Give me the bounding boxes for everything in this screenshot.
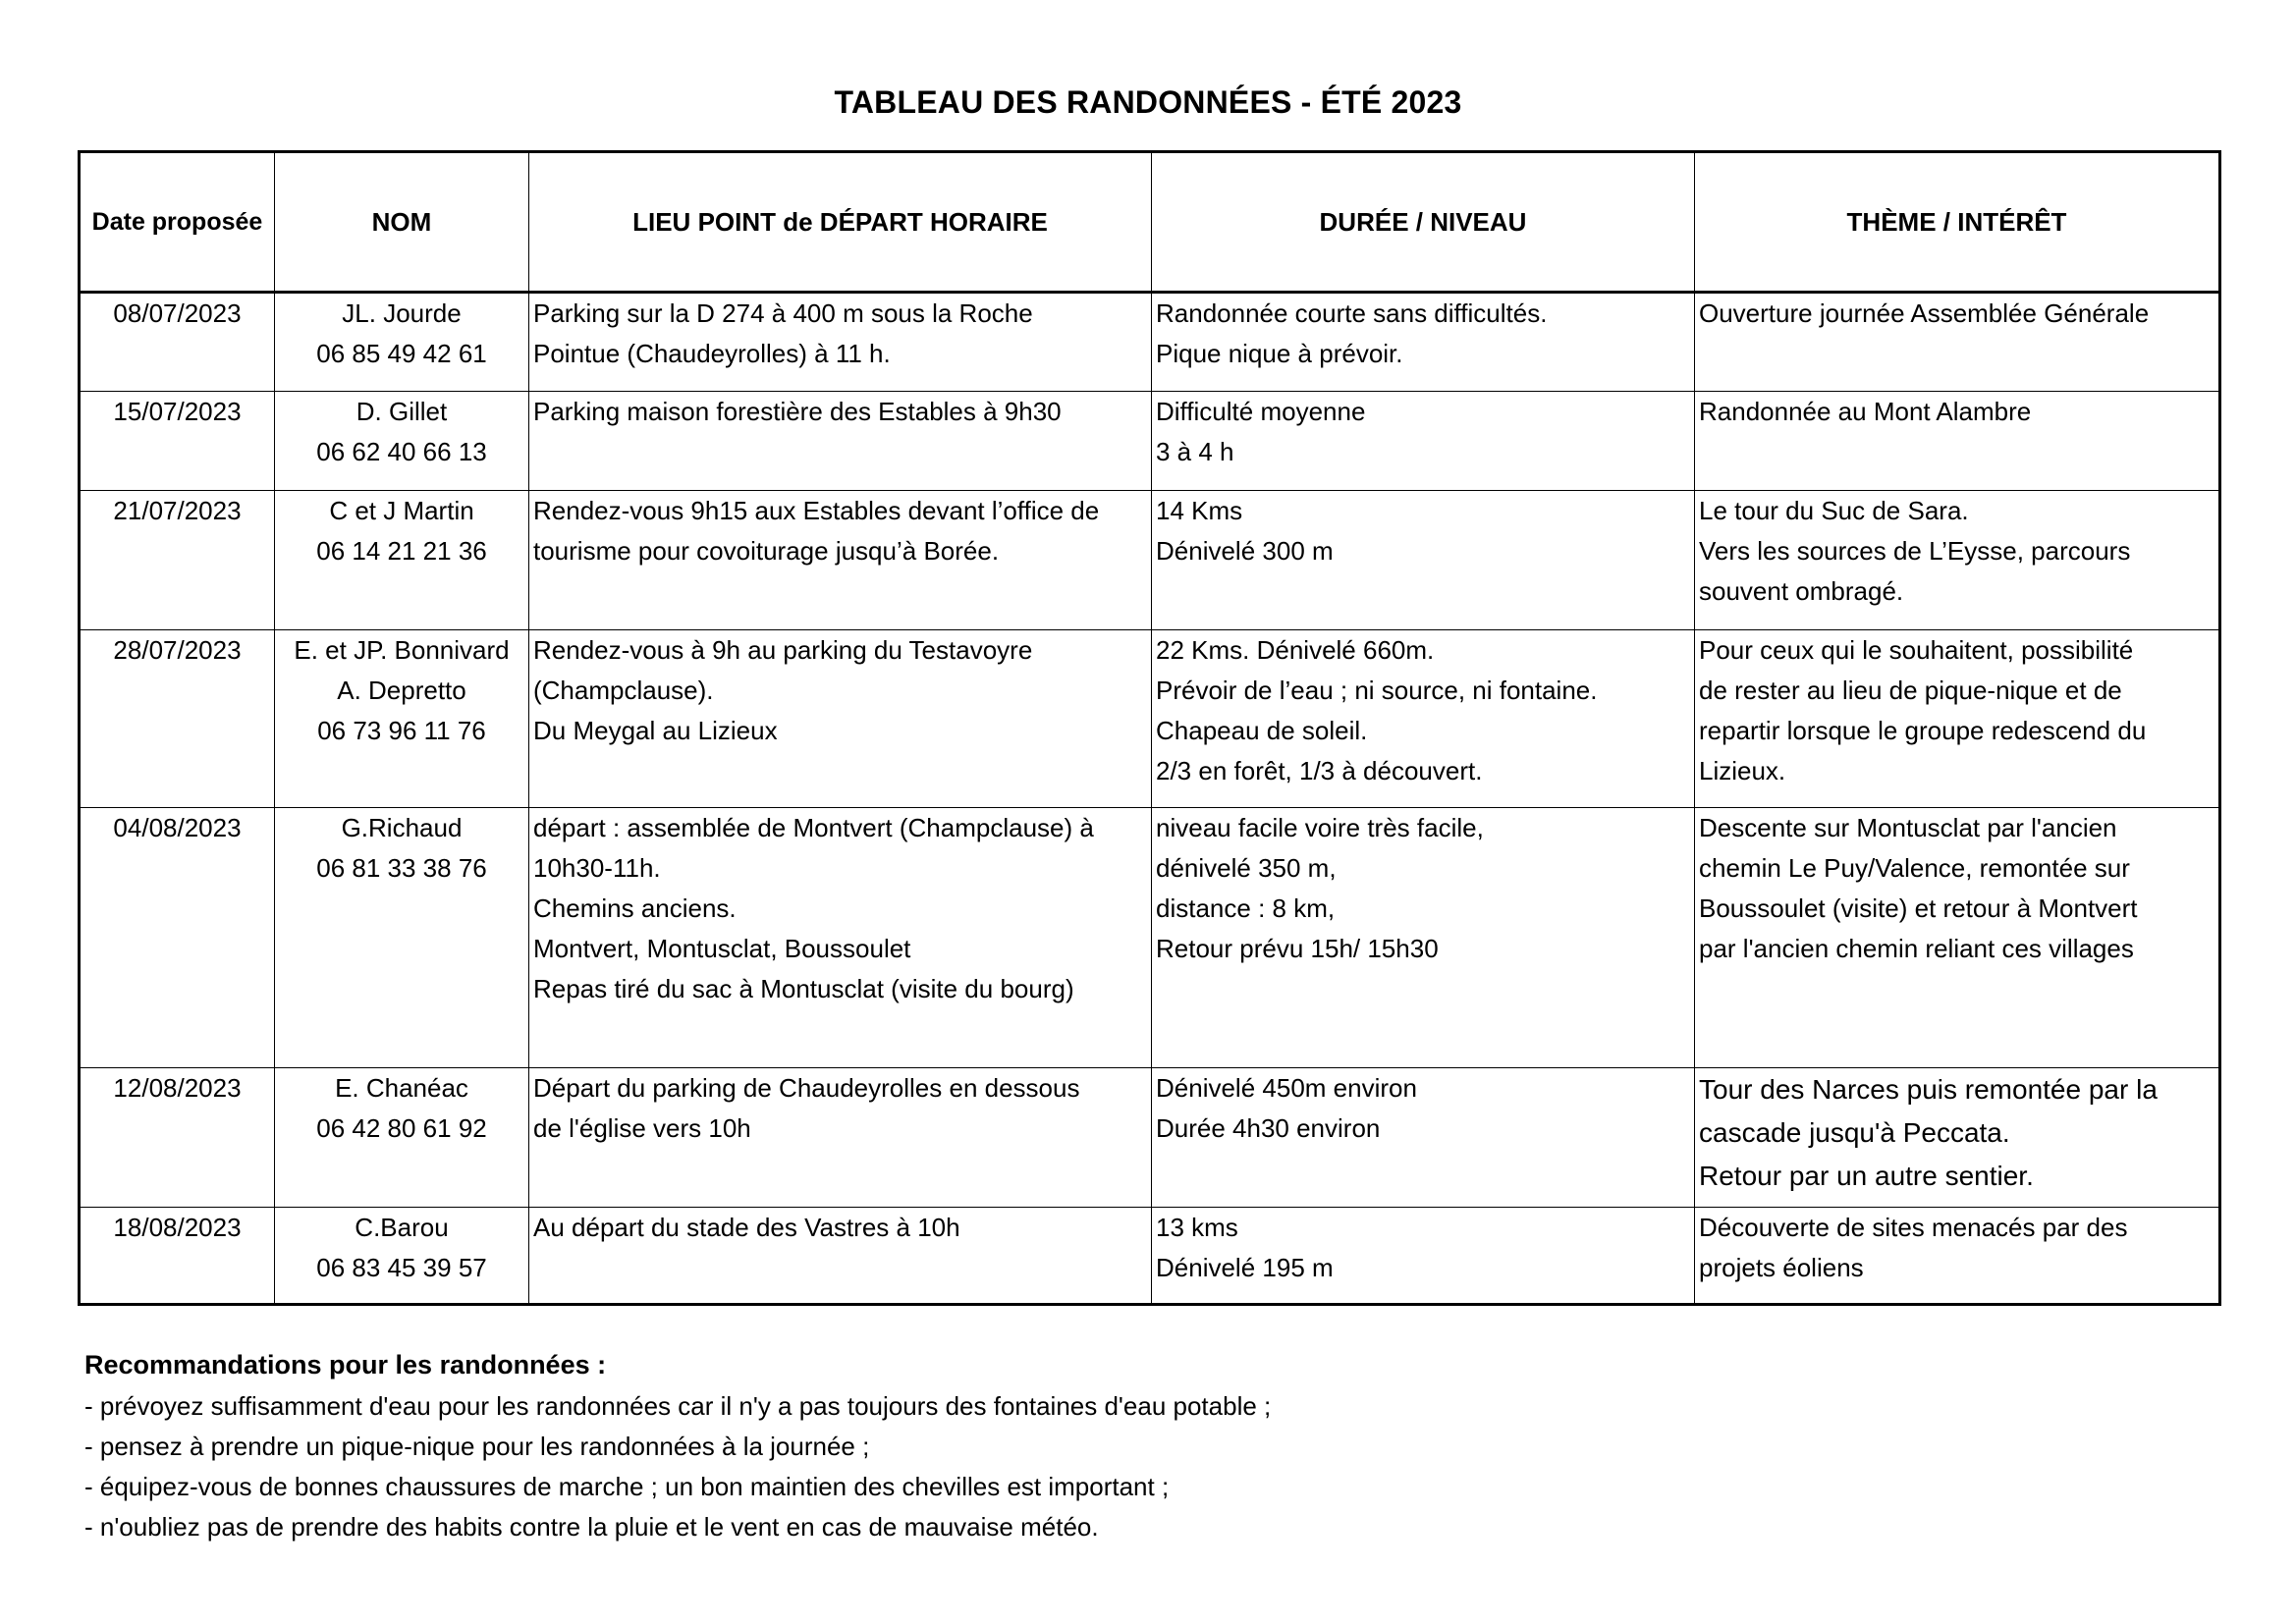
text-line: (Champclause). xyxy=(533,676,714,705)
text-line: de l'église vers 10h xyxy=(533,1113,751,1143)
duree-cell xyxy=(1152,630,1695,808)
text-line: Rendez-vous 9h15 aux Estables devant l’office de xyxy=(533,496,1100,525)
lieu-cell xyxy=(529,808,1152,1068)
date-cell: 12/08/2023 xyxy=(80,1068,275,1208)
lieu-cell xyxy=(529,630,1152,808)
text-line: Durée 4h30 environ xyxy=(1156,1113,1381,1143)
recommendation-item: - n'oubliez pas de prendre des habits contre la pluie et le vent en cas de mauvaise météo. xyxy=(84,1512,1099,1542)
text-line: de rester au lieu de pique-nique et de xyxy=(1699,676,2122,705)
theme-cell xyxy=(1695,808,2220,1068)
theme-cell xyxy=(1695,1208,2220,1305)
text-line: Dénivelé 450m environ xyxy=(1156,1073,1417,1103)
theme-cell xyxy=(1695,392,2220,491)
header-nom: NOM xyxy=(275,152,529,293)
name-line: C et J Martin xyxy=(329,496,474,525)
duree-cell xyxy=(1152,1208,1695,1305)
text-line: Le tour du Suc de Sara. xyxy=(1699,496,1969,525)
recommendation-item: - prévoyez suffisamment d'eau pour les randonnées car il n'y a pas toujours des fontaines d'eau potable ; xyxy=(84,1391,1272,1421)
name-line: A. Depretto xyxy=(337,676,466,705)
header-lieu xyxy=(529,152,1152,293)
text-line: Parking maison forestière des Estables à 9h30 xyxy=(533,397,1062,426)
text-line: dénivelé 350 m, xyxy=(1156,853,1337,883)
header-lieu-line: POINT de DÉPART xyxy=(697,206,923,237)
phone-line: 06 14 21 21 36 xyxy=(316,536,487,566)
lieu-cell xyxy=(529,392,1152,491)
table-row xyxy=(80,1068,2220,1208)
table-row xyxy=(80,630,2220,808)
lieu-cell xyxy=(529,1208,1152,1305)
hikes-table xyxy=(78,150,2221,1306)
theme-cell xyxy=(1695,293,2220,392)
text-line: départ : assemblée de Montvert (Champclause) à xyxy=(533,813,1094,842)
phone-line: 06 62 40 66 13 xyxy=(316,437,487,466)
text-line: Dénivelé 300 m xyxy=(1156,536,1334,566)
lieu-cell xyxy=(529,1068,1152,1208)
name-line: JL. Jourde xyxy=(342,298,462,328)
table-row xyxy=(80,392,2220,491)
name-line: E. Chanéac xyxy=(335,1073,468,1103)
name-line: E. et JP. Bonnivard xyxy=(294,635,510,665)
text-line: Descente sur Montusclat par l'ancien xyxy=(1699,813,2117,842)
theme-cell xyxy=(1695,1068,2220,1208)
text-line: Du Meygal au Lizieux xyxy=(533,716,778,745)
text-line: repartir lorsque le groupe redescend du xyxy=(1699,716,2147,745)
recommendations-title: Recommandations pour les randonnées : xyxy=(84,1350,607,1380)
date-cell: 21/07/2023 xyxy=(80,491,275,630)
header-lieu-line: LIEU xyxy=(632,206,691,237)
text-line: cascade jusqu'à Peccata. xyxy=(1699,1117,2010,1148)
text-line: 14 Kms xyxy=(1156,496,1243,525)
text-line: 3 à 4 h xyxy=(1156,437,1234,466)
text-line: distance : 8 km, xyxy=(1156,893,1336,923)
name-cell xyxy=(275,808,529,1068)
text-line: 22 Kms. Dénivelé 660m. xyxy=(1156,635,1435,665)
text-line: Prévoir de l’eau ; ni source, ni fontaine. xyxy=(1156,676,1598,705)
duree-cell xyxy=(1152,808,1695,1068)
name-cell xyxy=(275,392,529,491)
header-theme: THÈME / INTÉRÊT xyxy=(1695,152,2220,293)
text-line: Au départ du stade des Vastres à 10h xyxy=(533,1213,960,1242)
theme-cell xyxy=(1695,630,2220,808)
text-line: 2/3 en forêt, 1/3 à découvert. xyxy=(1156,756,1483,785)
phone-line: 06 73 96 11 76 xyxy=(317,716,486,745)
name-cell xyxy=(275,1208,529,1305)
text-line: niveau facile voire très facile, xyxy=(1156,813,1484,842)
text-line: Difficulté moyenne xyxy=(1156,397,1366,426)
page-title: TABLEAU DES RANDONNÉES - ÉTÉ 2023 xyxy=(834,84,1462,120)
header-lieu-line: HORAIRE xyxy=(930,206,1048,237)
lieu-cell xyxy=(529,293,1152,392)
text-line: Tour des Narces puis remontée par la xyxy=(1699,1074,2158,1105)
text-line: par l'ancien chemin reliant ces villages xyxy=(1699,934,2134,963)
header-duree: DURÉE / NIVEAU xyxy=(1152,152,1695,293)
name-line: C.Barou xyxy=(355,1213,449,1242)
name-cell xyxy=(275,491,529,630)
duree-cell xyxy=(1152,1068,1695,1208)
text-line: Rendez-vous à 9h au parking du Testavoyre xyxy=(533,635,1033,665)
text-line: Parking sur la D 274 à 400 m sous la Roche xyxy=(533,298,1033,328)
text-line: Retour prévu 15h/ 15h30 xyxy=(1156,934,1439,963)
phone-line: 06 42 80 61 92 xyxy=(316,1113,487,1143)
duree-cell xyxy=(1152,491,1695,630)
date-cell: 15/07/2023 xyxy=(80,392,275,491)
text-line: souvent ombragé. xyxy=(1699,576,1904,606)
text-line: chemin Le Puy/Valence, remontée sur xyxy=(1699,853,2130,883)
duree-cell xyxy=(1152,293,1695,392)
table-header-row xyxy=(80,152,2220,293)
text-line: Vers les sources de L’Eysse, parcours xyxy=(1699,536,2131,566)
text-line: Chapeau de soleil. xyxy=(1156,716,1368,745)
text-line: Boussoulet (visite) et retour à Montvert xyxy=(1699,893,2138,923)
text-line: Pointue (Chaudeyrolles) à 11 h. xyxy=(533,339,891,368)
text-line: Randonnée au Mont Alambre xyxy=(1699,397,2032,426)
text-line: Départ du parking de Chaudeyrolles en dessous xyxy=(533,1073,1080,1103)
recommendation-item: - équipez-vous de bonnes chaussures de marche ; un bon maintien des chevilles est important ; xyxy=(84,1472,1170,1501)
recommendation-item: - pensez à prendre un pique-nique pour les randonnées à la journée ; xyxy=(84,1432,870,1461)
text-line: Randonnée courte sans difficultés. xyxy=(1156,298,1548,328)
date-cell: 28/07/2023 xyxy=(80,630,275,808)
text-line: 10h30-11h. xyxy=(533,853,661,883)
theme-cell xyxy=(1695,491,2220,630)
text-line: Pour ceux qui le souhaitent, possibilité xyxy=(1699,635,2134,665)
date-cell: 08/07/2023 xyxy=(80,293,275,392)
header-date: Date proposée xyxy=(80,152,275,293)
table-row xyxy=(80,293,2220,392)
table-row xyxy=(80,1208,2220,1305)
text-line: projets éoliens xyxy=(1699,1253,1864,1282)
duree-cell xyxy=(1152,392,1695,491)
text-line: Montvert, Montusclat, Boussoulet xyxy=(533,934,911,963)
name-cell xyxy=(275,293,529,392)
name-line: G.Richaud xyxy=(341,813,463,842)
text-line: Lizieux. xyxy=(1699,756,1786,785)
recommendations xyxy=(84,1343,1271,1547)
name-cell xyxy=(275,1068,529,1208)
text-line: Dénivelé 195 m xyxy=(1156,1253,1334,1282)
lieu-cell xyxy=(529,491,1152,630)
text-line: tourisme pour covoiturage jusqu’à Borée. xyxy=(533,536,1000,566)
table-row xyxy=(80,491,2220,630)
name-cell xyxy=(275,630,529,808)
date-cell: 04/08/2023 xyxy=(80,808,275,1068)
table-row xyxy=(80,808,2220,1068)
text-line: 13 kms xyxy=(1156,1213,1238,1242)
text-line: Découverte de sites menacés par des xyxy=(1699,1213,2128,1242)
text-line: Chemins anciens. xyxy=(533,893,737,923)
phone-line: 06 83 45 39 57 xyxy=(316,1253,487,1282)
text-line: Retour par un autre sentier. xyxy=(1699,1161,2034,1191)
name-line: D. Gillet xyxy=(355,397,448,426)
text-line: Pique nique à prévoir. xyxy=(1156,339,1403,368)
text-line: Ouverture journée Assemblée Générale xyxy=(1699,298,2150,328)
date-cell: 18/08/2023 xyxy=(80,1208,275,1305)
phone-line: 06 85 49 42 61 xyxy=(316,339,487,368)
text-line: Repas tiré du sac à Montusclat (visite du bourg) xyxy=(533,974,1074,1003)
phone-line: 06 81 33 38 76 xyxy=(316,853,487,883)
